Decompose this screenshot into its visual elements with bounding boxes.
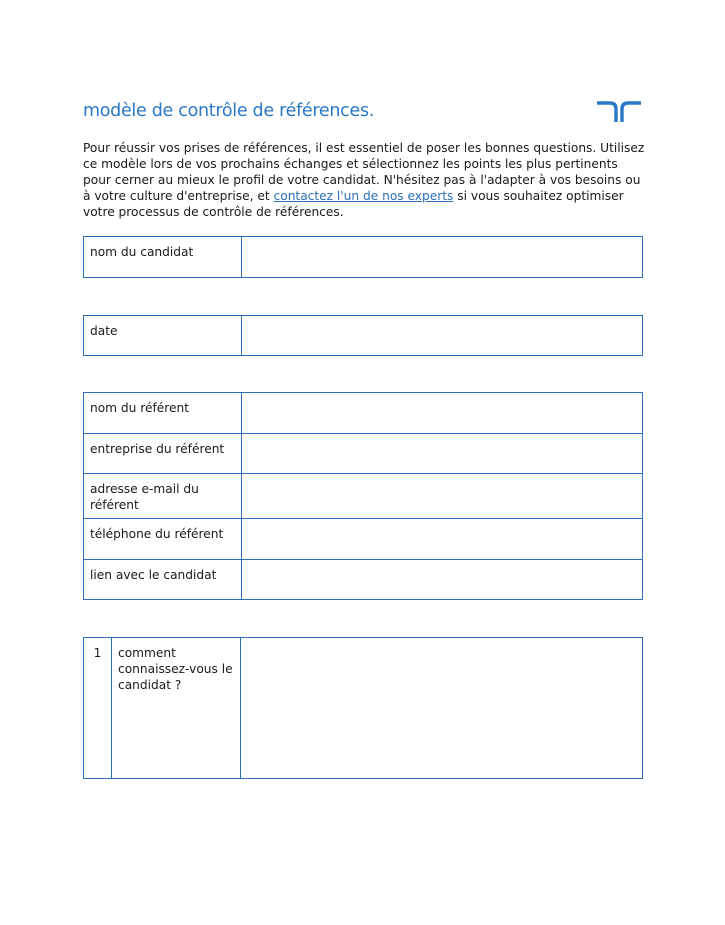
answer-field[interactable] (241, 638, 643, 779)
table-row (84, 519, 643, 560)
table-row (84, 393, 643, 434)
referent-phone-field[interactable] (242, 519, 643, 560)
referent-relationship-label: lien avec le candidat (84, 560, 242, 600)
page-title: modèle de contrôle de références. (83, 101, 375, 121)
intro-text-start: Pour réussir vos prises de références, il est essentiel de poser les bonnes questions. Utilisez ce modèle lors de vos prochains échanges et sélectionnez les points les plus pertinents pour cerner au mieux le profil de votre candidat. N'hésitez pas à l'adapter à vos besoins ou à votre culture d'entreprise, et (83, 141, 645, 203)
questions-table (83, 637, 643, 779)
candidate-name-field[interactable] (242, 237, 643, 278)
referent-phone-label: téléphone du référent (84, 519, 242, 560)
table-row (84, 434, 643, 474)
table-row (84, 316, 643, 356)
randstad-logo-icon (596, 100, 642, 124)
table-row (84, 474, 643, 519)
intro-text-end: si vous souhaitez optimiser votre processus de contrôle de références. (83, 189, 624, 219)
question-number: 1 (84, 638, 112, 779)
date-table (83, 315, 643, 356)
referent-name-field[interactable] (242, 393, 643, 434)
referent-table (83, 392, 643, 600)
date-label: date (84, 316, 242, 356)
candidate-table (83, 236, 643, 278)
referent-company-field[interactable] (242, 434, 643, 474)
date-field[interactable] (242, 316, 643, 356)
referent-email-label: adresse e-mail du référent (84, 474, 242, 519)
table-row (84, 237, 643, 278)
referent-company-label: entreprise du référent (84, 434, 242, 474)
question-text: comment connaissez-vous le candidat ? (112, 638, 241, 779)
candidate-name-label: nom du candidat (84, 237, 242, 278)
referent-relationship-field[interactable] (242, 560, 643, 600)
table-row (84, 638, 643, 779)
intro-paragraph (83, 140, 648, 220)
referent-name-label: nom du référent (84, 393, 242, 434)
table-row (84, 560, 643, 600)
referent-email-field[interactable] (242, 474, 643, 519)
contact-experts-link[interactable]: contactez l'un de nos experts (273, 189, 454, 203)
